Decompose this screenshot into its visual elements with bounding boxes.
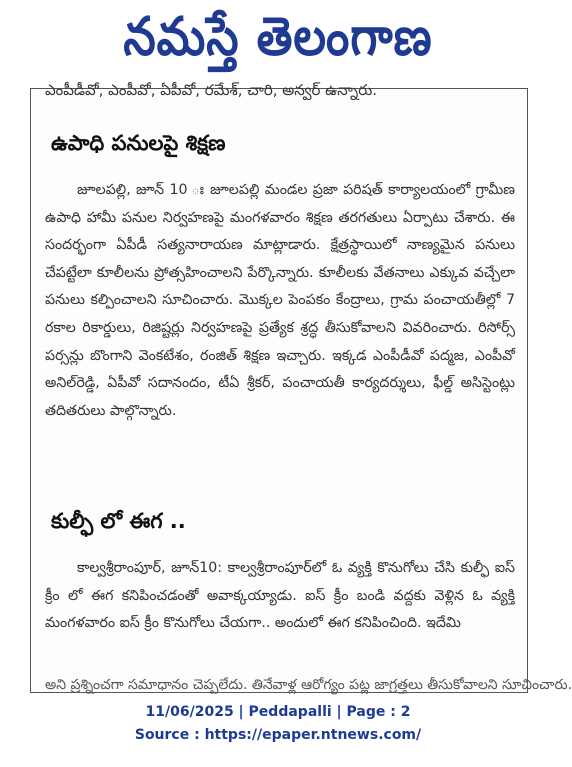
bottom-cutoff-text: అని ప్రశ్నించగా సమాధానం చెప్పలేదు. తినేవాళ్ల ఆరోగ్యం పట్ల జాగ్రత్తలు తీసుకోవాలని సూచించారు.: [45, 677, 572, 693]
article-2-text: కాల్వశ్రీరాంపూర్, జూన్10: కాల్వశ్రీరాంపూర్‌లో ఓ వ్యక్తి కొనుగోలు చేసి కుల్ఫీ ఐస్ క్రీం లో ఈగ కనిపించడంతో అవాక్కయ్యాడు. ఐస్ క్రీం బండి వద్దకు వెళ్లిన ఓ వ్యక్తి మంగళవారం ఐస్ క్రీం కొనుగోలు చేయగా.. అందులో ఈగ కనిపించింది. ఇదేమి: [45, 560, 515, 632]
footer-source: Source : https://epaper.ntnews.com/: [134, 727, 422, 743]
article-1-headline: ఉపాధి పనులపై శిక్షణ: [51, 131, 226, 155]
masthead-title: నమస్తే తెలంగాణ: [123, 5, 433, 68]
newspaper-clipping: [30, 81, 572, 693]
article-2-headline: కుల్ఫీ లో ఈగ ..: [51, 509, 186, 533]
article-1-text: జూలపల్లి, జూన్ 10 ః జూలపల్లి మండల ప్రజా పరిషత్ కార్యాలయంలో గ్రామీణ ఉపాధి హామీ పనుల నిర్వహణపై మంగళవారం శిక్షణ తరగతులు ఏర్పాటు చేశారు. ఈ సందర్భంగా ఏపీడీ సత్యనారాయణ మాట్లాడారు. క్షేత్రస్థాయిలో నాణ్యమైన పనులు చేపట్టేలా కూలీలను ప్రోత్సహించాలని పేర్కొన్నారు. కూలీలకు వేతనాలు ఎక్కువ వచ్చేలా పనులు కల్పించాలని సూచించారు. మొక్కల పెంపకం కేంద్రాలు, గ్రామ పంచాయతీల్లో 7 రకాల రికార్డులు, రిజిష్టర్లు నిర్వహణపై ప్రత్యేక శ్రద్ధ తీసుకోవాలని వివరించారు. రిసోర్స్ పర్సన్లు బొంగాని వెంకటేశం, రంజిత్ శిక్షణ ఇచ్చారు. ఇక్కడ ఎంపీడీవో పద్మజ, ఎంపీవో అనిల్‌రెడ్డి, ఏపీవో సదానందం, టీఏ శ్రీకర్, పంచాయతీ కార్యదర్శులు, ఫీల్డ్ అసిస్టెంట్లు తదితరులు పాల్గొన్నారు.: [45, 182, 515, 419]
top-cutoff-text: ఎంపీడీవో, ఎంపీవో, ఏపీవో, రమేశ్, చారి, అన్వర్ ఉన్నారు.: [45, 81, 378, 99]
article-1-body: [45, 177, 515, 425]
footer-meta: 11/06/2025 | Peddapalli | Page : 2: [145, 704, 411, 720]
masthead: [0, 0, 556, 86]
article-2-body: [45, 555, 515, 638]
